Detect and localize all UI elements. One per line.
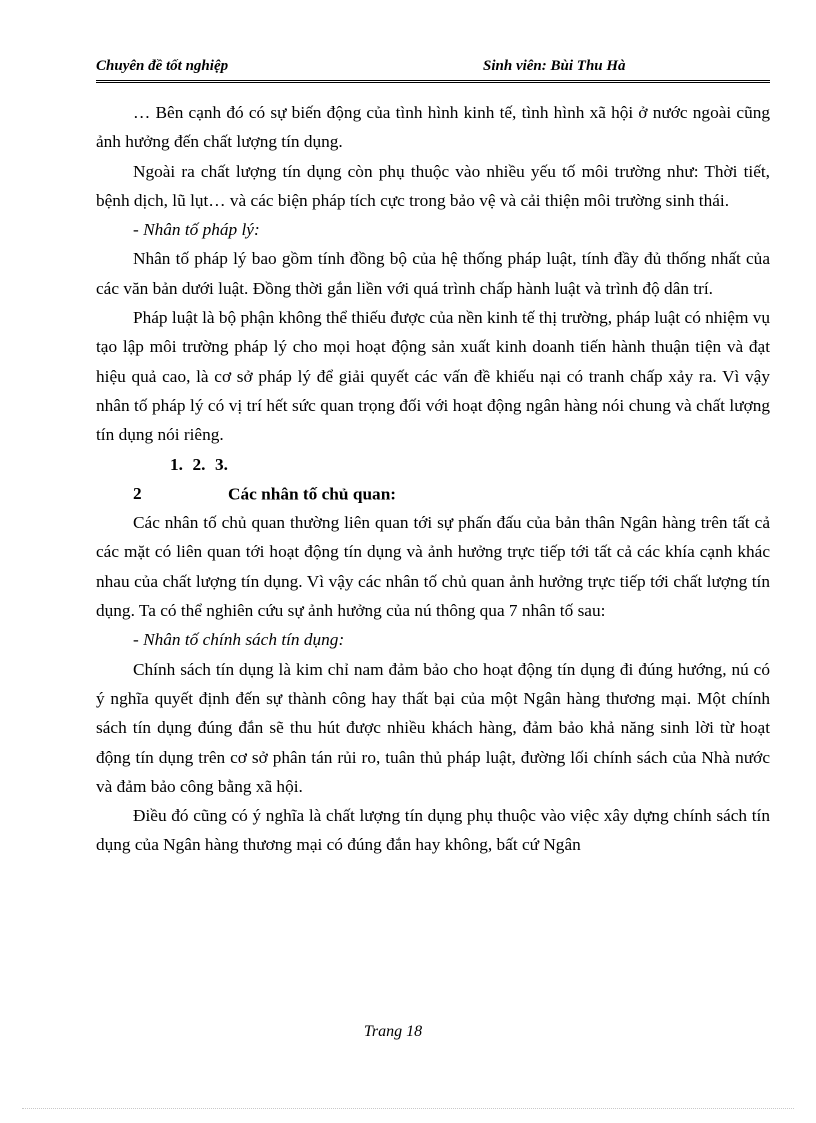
paragraph: Chính sách tín dụng là kim chỉ nam đảm bảo cho hoạt động tín dụng đi đúng hướng, nú có ý nghĩa quyết định đến sự thành công hay thất bại của một Ngân hàng thương mại. Một chính sách tín dụng đúng đắn sẽ thu hút được nhiều khách hàng, đảm bảo khả năng sinh lời từ hoạt động tín dụng trên cơ sở phân tán rủi ro, tuân thủ pháp luật, đường lối chính sách của Nhà nước và đảm bảo công bằng xã hội. bbox=[96, 659, 770, 796]
paragraph: Điều đó cũng có ý nghĩa là chất lượng tín dụng phụ thuộc vào việc xây dựng chính sách tín dụng của Ngân hàng thương mại có đúng đắn hay không, bất cứ Ngân bbox=[96, 806, 770, 855]
paragraph: … Bên cạnh đó có sự biến động của tình hình kinh tế, tình hình xã hội ở nước ngoài cũng ảnh hưởng đến chất lượng tín dụng. bbox=[96, 103, 770, 152]
section-title: Các nhân tố chủ quan: bbox=[228, 483, 397, 503]
student-name: Sinh viên: Bùi Thu Hà bbox=[483, 58, 626, 74]
section-heading bbox=[96, 450, 770, 509]
paragraph: Các nhân tố chủ quan thường liên quan tới sự phấn đấu của bản thân Ngân hàng trên tất cả các mặt có liên quan tới hoạt động tín dụng và ảnh hưởng trực tiếp tới tất cả các khía cạnh khác nhau của chất lượng tín dụng. Vì vậy các nhân tố chủ quan ảnh hưởng trực tiếp tới chất lượng tín dụng. Ta có thể nghiên cứu sự ảnh hưởng của nú thông qua 7 nhân tố sau: bbox=[96, 513, 770, 621]
paragraph: Ngoài ra chất lượng tín dụng còn phụ thuộc vào nhiều yếu tố môi trường như: Thời tiết, bệnh dịch, lũ lụt… và các biện pháp tích cực trong bảo vệ và cải thiện môi trường sinh thái. bbox=[96, 161, 770, 210]
subsection-title: - Nhân tố chính sách tín dụng: bbox=[133, 630, 345, 650]
section-number: 1. 2. 3. 2 bbox=[133, 454, 228, 503]
page-number: Trang 18 bbox=[363, 1023, 423, 1040]
page-bottom-border bbox=[22, 1108, 794, 1109]
page-body bbox=[96, 98, 770, 860]
document-title: Chuyên đề tốt nghiệp bbox=[96, 58, 229, 74]
paragraph: Nhân tố pháp lý bao gồm tính đồng bộ của hệ thống pháp luật, tính đầy đủ thống nhất của các văn bản dưới luật. Đồng thời gắn liền với quá trình chấp hành luật và trình độ dân trí. bbox=[96, 249, 770, 298]
subsection-title: - Nhân tố pháp lý: bbox=[133, 220, 260, 240]
paragraph: Pháp luật là bộ phận không thể thiếu được của nền kinh tế thị trường, pháp luật có nhiệm vụ tạo lập môi trường pháp lý cho mọi hoạt động sản xuất kinh doanh tiến hành thuận tiện và đạt hiệu quả cao, là cơ sở pháp lý để giải quyết các vấn đề khiếu nại có tranh chấp xảy ra. Vì vậy nhân tố pháp lý có vị trí hết sức quan trọng đối với hoạt động ngân hàng nói chung và chất lượng tín dụng nói riêng. bbox=[96, 308, 770, 445]
page-header bbox=[96, 58, 770, 78]
header-divider bbox=[96, 80, 770, 83]
